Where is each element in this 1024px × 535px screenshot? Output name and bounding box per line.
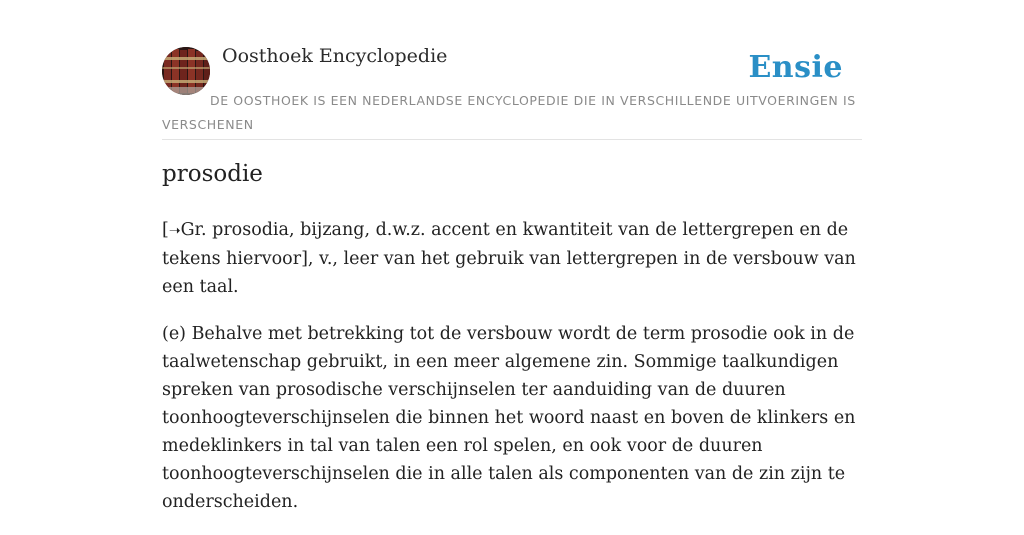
- site-name[interactable]: Oosthoek Encyclopedie: [222, 45, 448, 67]
- article-body: [162, 216, 862, 535]
- site-header: [162, 0, 862, 140]
- paragraph-text: Gr. prosodia, bijzang, d.w.z. accent en kwantiteit van de lettergrepen en de tekens hiervoor], v., leer van het gebruik van lettergrepen in de versbouw van een taal.: [162, 220, 856, 297]
- page: [162, 0, 862, 512]
- paragraph-text: (e) Behalve met betrekking tot de versbouw wordt de term prosodie ook in de taalwetenschap gebruikt, in een meer algemene zin. Sommige taalkundigen spreken van prosodische verschijnselen ter aanduiding van de duuren toonhoogteverschijnselen die binnen het woord naast en boven de klinkers en medeklinkers in tal van talen een rol spelen, en ook voor de duuren toonhoogteverschijnselen die in alle talen als componenten van de zin zijn te onderscheiden.: [162, 324, 856, 512]
- encyclopedia-books-avatar-icon[interactable]: [162, 47, 210, 95]
- open-bracket: [: [162, 220, 169, 240]
- article-paragraph: [162, 216, 862, 301]
- ensie-logo[interactable]: Ensie: [748, 50, 843, 85]
- article-paragraph: [162, 320, 862, 516]
- site-tagline: DE OOSTHOEK IS EEN NEDERLANDSE ENCYCLOPEDIE DIE IN VERSCHILLENDE UITVOERINGEN IS VERSCHENEN: [162, 93, 856, 132]
- right-arrow-icon: ➝: [168, 223, 181, 239]
- article-title: prosodie: [162, 161, 263, 187]
